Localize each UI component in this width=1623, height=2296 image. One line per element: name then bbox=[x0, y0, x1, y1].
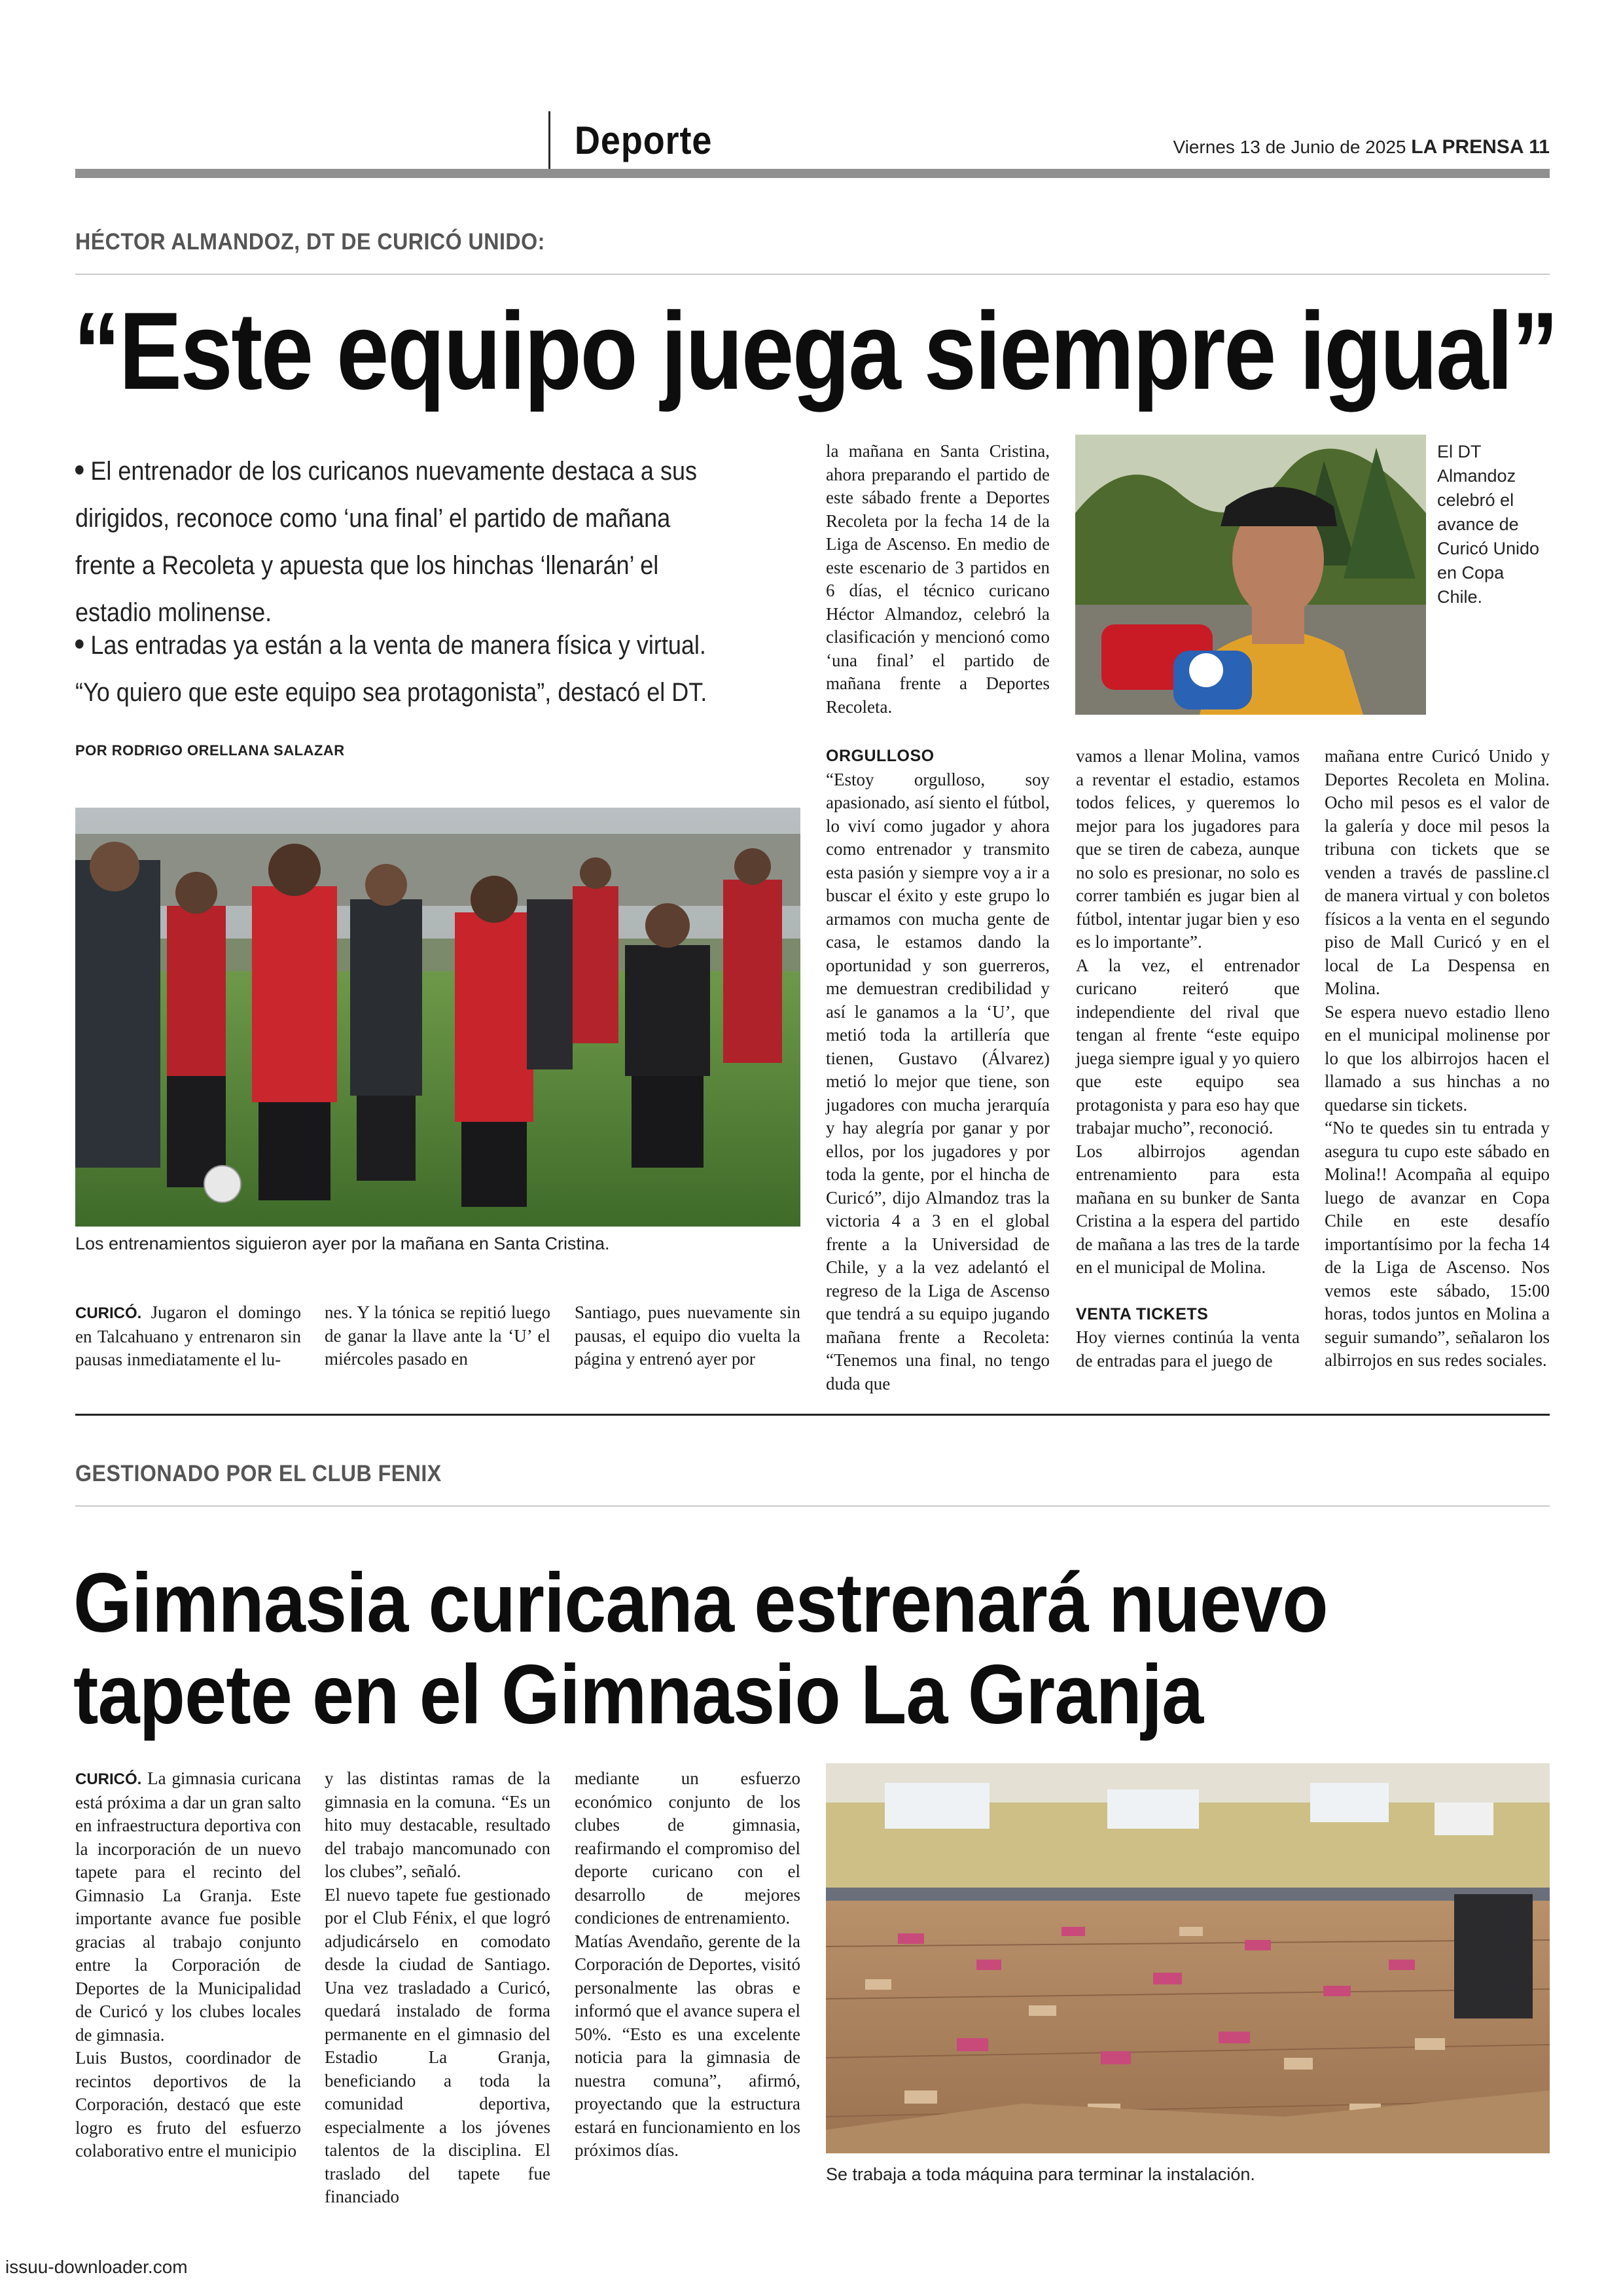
article2-body-col2: y las distintas ramas de la gimnasia en la comuna. “Es un hito muy destacable, resultado del trabajo mancomunado con los clubes”, señaló. El nuevo tapete fue gestionado por el Club Fénix, el que logró adjudicárselo en comodato desde la ciudad de Santiago. Una vez trasladado a Curicó, quedará instalado de forma permanente en el gimnasio del Estadio La Granja, beneficiando a toda la comunidad deportiva, especialmente a los jóvenes talentos de la disciplina. El traslado del tapete fue financiado bbox=[325, 1768, 550, 2206]
watermark: issuu-downloader.com bbox=[5, 2257, 188, 2277]
article1-body-col5: vamos a llenar Molina, vamos a reventar el estadio, estamos todos felices, y queremos lo mejor para los jugadores para que se tiren de cabeza, aunque no solo es presionar, no solo es correr también es jugar bien al fútbol, intentar jugar bien y eso es lo importante”. A la vez, el entrenador curicano reiteró que independiente del rival que tengan al frente “este equipo juega siempre igual y yo quiero que este equipo sea protagonista y para eso hay que trabajar mucho”, reconoció. Los albirrojos agendan entrenamiento para esta mañana en su bunker de Santa Cristina a la espera del partido de mañana a las tres de la tarde en el municipal de Molina. VENTA TICKETS Hoy viernes continúa la venta de entradas para el juego de bbox=[1076, 746, 1300, 1371]
article1-body-col3: Santiago, pues nuevamente sin pausas, el equipo dio vuelta la página y entrenó ayer por bbox=[575, 1302, 800, 1369]
article1-headline: “Este equipo juega siempre igual” bbox=[73, 289, 1558, 412]
article1-body-col2: nes. Y la tónica se repitió luego de ganar la llave ante la ‘U’ el miércoles pasado en bbox=[325, 1302, 550, 1369]
header-bar bbox=[75, 169, 1550, 178]
gym-photo-caption: Se trabaja a toda máquina para terminar la instalación. bbox=[826, 2164, 1255, 2184]
newspaper-name: LA PRENSA bbox=[1411, 136, 1524, 158]
article2-body-col3: mediante un esfuerzo económico conjunto de los clubes de gimnasia, reafirmando el compromiso del deporte curicano con el desarrollo de mejores condiciones de entrenamiento. Matías Avendaño, gerente de la Corporación de Deportes, visitó personalmente las obras e informó que el avance supera el 50%. “Esto es una excelente noticia para la gimnasia de nuestra comuna”, afirmó, proyectando que la estructura estará en funcionamiento en los próximos días. bbox=[575, 1768, 800, 2160]
article1-body-col4-top: la mañana en Santa Cristina, ahora preparando el partido de este sábado frente a Deportes Recoleta por la fecha 14 de la Liga de Ascenso. En medio de este escenario de 3 partidos en 6 días, el técnico curicano Héctor Almandoz, celebró la clasificación y mencionó como ‘una final’ el partido de mañana frente a Deportes Recoleta. bbox=[826, 441, 1050, 717]
header-dateline bbox=[1173, 136, 1550, 158]
training-photo-caption: Los entrenamientos siguieron ayer por la mañana en Santa Cristina. bbox=[75, 1234, 610, 1253]
article2-kicker: GESTIONADO POR EL CLUB FENIX bbox=[75, 1461, 442, 1486]
gym-photo bbox=[826, 1763, 1550, 2153]
lead-point-1: El entrenador de los curicanos nuevamente destaca a sus dirigidos, reconoce como ‘una final’ el partido de mañana frente a Recoleta y apuesta que los hinchas ‘llenarán’ el estadio molinense. bbox=[75, 457, 697, 627]
bullet-icon bbox=[75, 639, 84, 649]
coach-portrait-photo bbox=[1075, 435, 1426, 715]
kicker-rule bbox=[75, 1505, 1550, 1507]
section-title: Deporte bbox=[575, 118, 713, 162]
article2-body-col1: CURICÓ. La gimnasia curicana está próxima a dar un gran salto en infraestructura deportiva con la incorporación de un nuevo tapete para el recinto del Gimnasio La Granja. Este importante avance fue posible gracias al trabajo conjunto entre la Corporación de Deportes de la Municipalidad de Curicó y los clubes locales de gimnasia. Luis Bustos, coordinador de recintos deportivos de la Corporación, destacó que este logro es fruto del esfuerzo colaborativo entre el municipio bbox=[75, 1768, 302, 2161]
header-divider bbox=[548, 111, 550, 169]
article1-body-col6: mañana entre Curicó Unido y Deportes Recoleta en Molina. Ocho mil pesos es el valor de la galería y doce mil pesos la tribuna con tickets que se venden a través de passline.cl de manera virtual y con boletos físicos a la venta en el segundo piso de Mall Curicó y en el local de La Despensa en Molina. Se espera nuevo estadio lleno en el municipal molinense por lo que los albirrojos hacen el llamado a sus hinchas a no quedarse sin tickets. “No te quedes sin tu entrada y asegura tu cupo este sábado en Molina!! Acompaña al equipo luego de avanzar en Copa Chile en este desafío importantísimo por la fecha 14 de la Liga de Ascenso. Nos vemos este sábado, 15:00 horas, todos juntos en Molina a seguir sumando”, señalaron los albirrojos en sus redes sociales. bbox=[1325, 746, 1550, 1370]
article2-headline: Gimnasia curicana estrenará nuevo tapete en el Gimnasio La Granja bbox=[73, 1556, 1328, 1742]
issue-date: Viernes 13 de Junio de 2025 bbox=[1173, 137, 1406, 157]
article1-body-col1: CURICÓ. Jugaron el domingo en Talcahuano y entrenaron sin pausas inmediatamente el lu- bbox=[75, 1302, 301, 1369]
kicker-rule bbox=[75, 274, 1550, 275]
article1-kicker: HÉCTOR ALMANDOZ, DT DE CURICÓ UNIDO: bbox=[75, 229, 545, 255]
dateline: CURICÓ. bbox=[75, 1304, 142, 1322]
article-separator bbox=[75, 1414, 1550, 1416]
portrait-caption: El DT Almandoz celebró el avance de Curicó Unido en Copa Chile. bbox=[1437, 442, 1540, 607]
subhead-venta-tickets: VENTA TICKETS bbox=[1076, 1304, 1209, 1323]
subhead-orgulloso: ORGULLOSO bbox=[826, 747, 935, 765]
training-photo bbox=[75, 808, 800, 1227]
bullet-icon bbox=[75, 465, 84, 475]
dateline: CURICÓ. bbox=[75, 1770, 142, 1788]
page-number: 11 bbox=[1529, 136, 1550, 158]
lead-point-2: Las entradas ya están a la venta de manera física y virtual. “Yo quiero que este equipo sea protagonista”, destacó el DT. bbox=[75, 631, 707, 707]
article1-body-col4-bottom: ORGULLOSO “Estoy orgulloso, soy apasionado, así siento el fútbol, lo viví como jugador y ahora como entrenador y transmito esta pasión y siempre voy a ir a buscar el éxito y este grupo lo armamos con mucha gente de casa, le estamos dando la oportunidad y son guerreros, me demuestran credibilidad y así le ganamos a la ‘U’, que metió toda la artillería que tienen, Gustavo (Álvarez) metió lo mejor que tiene, son jugadores con mucha jerarquía y hay alegría por ganar y por ellos, por los jugadores y por toda la gente, por el hincha de Curicó”, dijo Almandoz tras la victoria 4 a 3 en el global frente a la Universidad de Chile, y a la vez adelantó el regreso de la Liga de Ascenso que tendrá a su equipo jugando mañana frente a Recoleta: “Tenemos una final, no tengo duda que bbox=[826, 745, 1050, 1395]
byline: POR RODRIGO ORELLANA SALAZAR bbox=[75, 742, 345, 759]
